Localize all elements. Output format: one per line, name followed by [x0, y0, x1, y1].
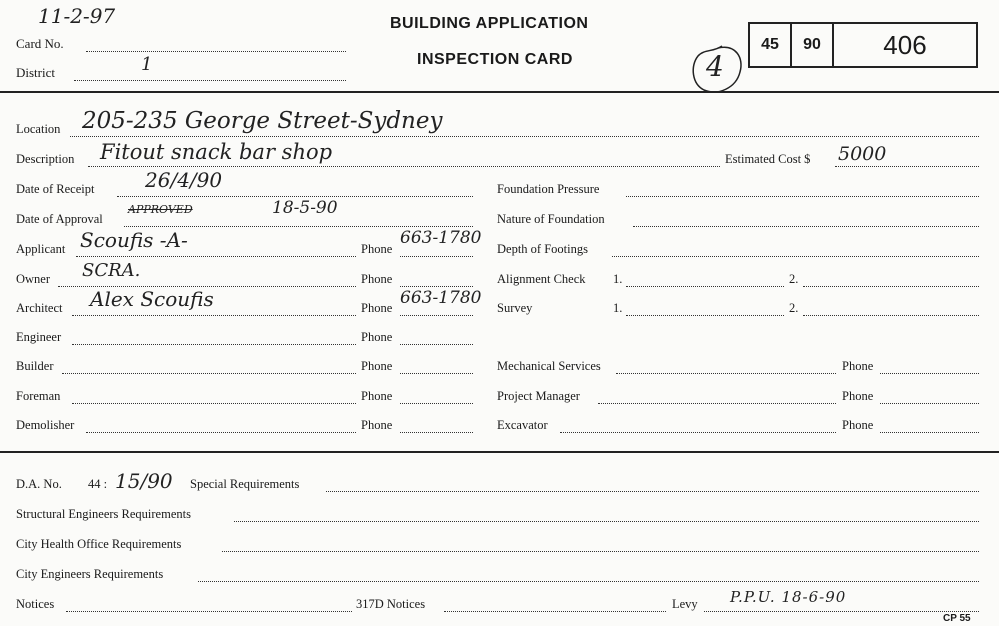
survey-field-1[interactable]	[626, 315, 784, 316]
date-approval-struck: APPROVED	[128, 203, 193, 216]
applicant-phone-field[interactable]	[400, 256, 473, 257]
date-receipt-field[interactable]	[117, 196, 473, 197]
date-approval-label: Date of Approval	[16, 212, 103, 226]
project-manager-phone-field[interactable]	[880, 403, 979, 404]
project-manager-phone-label: Phone	[842, 389, 874, 403]
builder-label: Builder	[16, 359, 54, 373]
circled-mark-value: 4	[706, 50, 724, 83]
architect-field[interactable]	[72, 315, 356, 316]
health-label: City Health Office Requirements	[16, 537, 182, 551]
foundation-pressure-label: Foundation Pressure	[497, 182, 600, 196]
da-prefix: 44 :	[88, 477, 108, 491]
date-receipt-label: Date of Receipt	[16, 182, 95, 196]
survey-num-1: 1.	[613, 301, 623, 315]
builder-phone-label: Phone	[361, 359, 393, 373]
alignment-check-label: Alignment Check	[497, 272, 586, 286]
excavator-phone-field[interactable]	[880, 432, 979, 433]
levy-field[interactable]	[704, 611, 979, 612]
location-field[interactable]	[70, 136, 979, 137]
date-approval-field[interactable]	[124, 226, 473, 227]
project-manager-field[interactable]	[598, 403, 836, 404]
architect-phone-field[interactable]	[400, 315, 473, 316]
nature-foundation-field[interactable]	[633, 226, 979, 227]
owner-label: Owner	[16, 272, 51, 286]
mechanical-phone-field[interactable]	[880, 373, 979, 374]
notices-label: Notices	[16, 597, 55, 611]
owner-phone-field[interactable]	[400, 286, 473, 287]
description-field[interactable]	[88, 166, 720, 167]
applicant-field[interactable]	[76, 256, 356, 257]
builder-field[interactable]	[62, 373, 356, 374]
engineer-label: Engineer	[16, 330, 62, 344]
survey-field-2[interactable]	[803, 315, 979, 316]
demolisher-label: Demolisher	[16, 418, 75, 432]
owner-value: SCRA.	[82, 260, 141, 281]
date-receipt-value: 26/4/90	[145, 168, 223, 192]
applicant-phone-label: Phone	[361, 242, 393, 256]
foreman-label: Foreman	[16, 389, 61, 403]
excavator-label: Excavator	[497, 418, 548, 432]
district-value: 1	[141, 54, 153, 75]
card-number-boxes	[748, 22, 978, 68]
description-label: Description	[16, 152, 75, 166]
date-approval-value: 18-5-90	[272, 198, 338, 218]
city-engineers-field[interactable]	[198, 581, 979, 582]
special-requirements-label: Special Requirements	[190, 477, 300, 491]
engineer-field[interactable]	[72, 344, 356, 345]
estimated-cost-value: 5000	[838, 143, 887, 165]
da-value: 15/90	[115, 469, 173, 493]
foreman-field[interactable]	[72, 403, 356, 404]
owner-phone-label: Phone	[361, 272, 393, 286]
title-line-2: INSPECTION CARD	[417, 51, 573, 68]
location-value: 205-235 George Street-Sydney	[82, 108, 443, 134]
notices-317d-field[interactable]	[444, 611, 666, 612]
applicant-phone-value: 663-1780	[400, 228, 482, 248]
form-code: CP 55	[943, 613, 971, 624]
notices-317d-label: 317D Notices	[356, 597, 426, 611]
foreman-phone-field[interactable]	[400, 403, 473, 404]
project-manager-label: Project Manager	[497, 389, 580, 403]
estimated-cost-label: Estimated Cost $	[725, 152, 811, 166]
demolisher-phone-label: Phone	[361, 418, 393, 432]
demolisher-field[interactable]	[86, 432, 356, 433]
foundation-pressure-field[interactable]	[626, 196, 979, 197]
applicant-label: Applicant	[16, 242, 66, 256]
card-box-2: 90	[792, 24, 834, 66]
engineer-phone-label: Phone	[361, 330, 393, 344]
city-engineers-label: City Engineers Requirements	[16, 567, 164, 581]
alignment-field-1[interactable]	[626, 286, 784, 287]
levy-label: Levy	[672, 597, 698, 611]
handwritten-date: 11-2-97	[38, 4, 116, 28]
survey-label: Survey	[497, 301, 533, 315]
excavator-phone-label: Phone	[842, 418, 874, 432]
architect-value: Alex Scoufis	[90, 287, 214, 311]
depth-footings-label: Depth of Footings	[497, 242, 588, 256]
mechanical-phone-label: Phone	[842, 359, 874, 373]
health-field[interactable]	[222, 551, 979, 552]
levy-value: P.P.U. 18-6-90	[730, 588, 847, 606]
alignment-num-2: 2.	[789, 272, 799, 286]
district-label: District	[16, 65, 55, 80]
district-field[interactable]	[74, 80, 346, 81]
header-divider	[0, 91, 999, 93]
structural-field[interactable]	[234, 521, 979, 522]
foreman-phone-label: Phone	[361, 389, 393, 403]
nature-foundation-label: Nature of Foundation	[497, 212, 605, 226]
description-value: Fitout snack bar shop	[100, 140, 333, 164]
applicant-value: Scoufis -A-	[80, 228, 188, 252]
architect-label: Architect	[16, 301, 63, 315]
demolisher-phone-field[interactable]	[400, 432, 473, 433]
alignment-num-1: 1.	[613, 272, 623, 286]
mechanical-field[interactable]	[616, 373, 836, 374]
card-no-field[interactable]	[86, 51, 346, 52]
structural-label: Structural Engineers Requirements	[16, 507, 191, 521]
depth-footings-field[interactable]	[612, 256, 979, 257]
footer-divider	[0, 451, 999, 453]
card-box-3: 406	[883, 29, 927, 60]
card-box-1: 45	[750, 24, 792, 66]
da-label: D.A. No.	[16, 477, 62, 491]
card-no-label: Card No.	[16, 36, 64, 51]
title-line-1: BUILDING APPLICATION	[390, 15, 589, 32]
notices-field[interactable]	[66, 611, 352, 612]
architect-phone-value: 663-1780	[400, 288, 482, 308]
estimated-cost-field[interactable]	[835, 166, 979, 167]
location-label: Location	[16, 122, 61, 136]
special-requirements-field[interactable]	[326, 491, 979, 492]
engineer-phone-field[interactable]	[400, 344, 473, 345]
excavator-field[interactable]	[560, 432, 836, 433]
alignment-field-2[interactable]	[803, 286, 979, 287]
mechanical-label: Mechanical Services	[497, 359, 601, 373]
survey-num-2: 2.	[789, 301, 799, 315]
architect-phone-label: Phone	[361, 301, 393, 315]
builder-phone-field[interactable]	[400, 373, 473, 374]
